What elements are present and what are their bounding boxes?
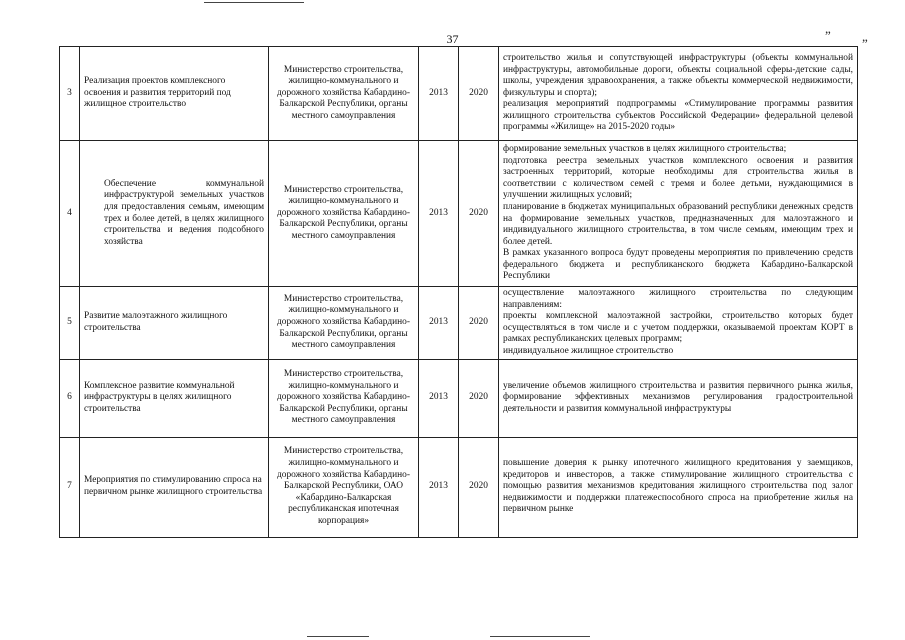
end-year: 2020 [459, 141, 499, 287]
result-paragraph: формирование земельных участков в целях жилищного строительства; [503, 143, 787, 154]
start-year: 2013 [419, 437, 459, 537]
result-paragraph: повышение доверия к рынку ипотечного жилищного кредитования у заемщиков, кредиторов и инвесторов, а также стимулирование жилищного строительства с помощью развития механизмов кредитования жилищного строительства под залог недвижимости и поддержки платежеспособного спроса на приобретение жилья на первичном рынке [503, 458, 853, 515]
executor: Министерство строительства, жилищно-коммунального и дорожного хозяйства Кабардино-Балкарской Республики, органы местного самоуправления [269, 359, 419, 437]
row-number: 5 [60, 287, 80, 360]
expected-result [499, 287, 858, 360]
measure-name: Обеспечение коммунальной инфраструктурой земельных участков для предоставления семьям, имеющим трех и более детей, в целях жилищного строительства и ведения подсобного хозяйства [80, 141, 269, 287]
table-row [60, 141, 858, 287]
table-row [60, 47, 858, 141]
executor: Министерство строительства, жилищно-коммунального и дорожного хозяйства Кабардино-Балкарской Республики, органы местного самоуправления [269, 141, 419, 287]
result-paragraph: проекты комплексной малоэтажной застройки, строительство которых будет осуществляться в том числе и с учетом поддержки, оказываемой проектам КОРТ в рамках республиканских целевых программ; [503, 311, 853, 345]
scan-mark: ” [862, 36, 868, 51]
executor: Министерство строительства, жилищно-коммунального и дорожного хозяйства Кабардино-Балкарской Республики, ОАО «Кабардино-Балкарская республиканская ипотечная корпорация» [269, 437, 419, 537]
end-year: 2020 [459, 437, 499, 537]
row-number: 3 [60, 47, 80, 141]
top-rule [204, 2, 304, 3]
bottom-rule [490, 636, 590, 637]
executor: Министерство строительства, жилищно-коммунального и дорожного хозяйства Кабардино-Балкарской Республики, органы местного самоуправления [269, 47, 419, 141]
table-row [60, 359, 858, 437]
scan-mark: ” [825, 28, 831, 43]
result-paragraph: реализация мероприятий подпрограммы «Стимулирование программы развития жилищного строительства субъектов Российской Федерации» федеральной целевой программы «Жилище» на 2015-2020 годы» [503, 99, 853, 133]
row-number: 4 [60, 141, 80, 287]
table-row [60, 437, 858, 537]
expected-result [499, 141, 858, 287]
start-year: 2013 [419, 359, 459, 437]
measure-name: Реализация проектов комплексного освоения и развития территорий под жилищное строительство [80, 47, 269, 141]
result-paragraph: В рамках указанного вопроса будут проведены мероприятия по привлечению средств федерального бюджета и республиканского бюджета Кабардино-Балкарской Республики [503, 248, 853, 282]
result-paragraph: строительство жилья и сопутствующей инфраструктуры (объекты коммунальной инфраструктуры, автомобильные дороги, объекты социальной сферы-детские сады, школы, учреждения здравоохранения, а также объекты коммерческой недвижимости, физкультуры и спорта); [503, 52, 853, 98]
executor: Министерство строительства, жилищно-коммунального и дорожного хозяйства Кабардино-Балкарской Республики, органы местного самоуправления [269, 287, 419, 360]
result-paragraph: планирование в бюджетах муниципальных образований республики денежных средств на формирование земельных участков, предназначенных для малоэтажного и индивидуального жилищного строительства, в том числе семьям, имеющим трех и более детей. [503, 201, 853, 247]
measure-name: Мероприятия по стимулированию спроса на первичном рынке жилищного строительства [80, 437, 269, 537]
result-paragraph: подготовка реестра земельных участков комплексного освоения и развития застроенных территорий, которые необходимы для строительства жилья в соответствии с количеством семей с тремя и более детьми, нуждающимися в улучшении жилищных условий; [503, 155, 853, 201]
end-year: 2020 [459, 287, 499, 360]
start-year: 2013 [419, 287, 459, 360]
measure-name: Развитие малоэтажного жилищного строительства [80, 287, 269, 360]
measure-name: Комплексное развитие коммунальной инфраструктуры в целях жилищного строительства [80, 359, 269, 437]
expected-result [499, 47, 858, 141]
start-year: 2013 [419, 47, 459, 141]
result-paragraph: увеличение объемов жилищного строительства и развития первичного рынка жилья, формирование эффективных механизмов регулирования градостроительной деятельности и развития коммунальной инфраструктуры [503, 380, 853, 414]
page-number: 37 [446, 32, 459, 46]
end-year: 2020 [459, 359, 499, 437]
expected-result [499, 437, 858, 537]
start-year: 2013 [419, 141, 459, 287]
table-row [60, 287, 858, 360]
end-year: 2020 [459, 47, 499, 141]
row-number: 7 [60, 437, 80, 537]
row-number: 6 [60, 359, 80, 437]
expected-result [499, 359, 858, 437]
result-paragraph: индивидуальное жилищное строительство [503, 345, 674, 356]
result-paragraph: осуществление малоэтажного жилищного строительства по следующим направлениям: [503, 288, 853, 310]
measures-table [59, 46, 858, 538]
bottom-rule [307, 636, 369, 637]
